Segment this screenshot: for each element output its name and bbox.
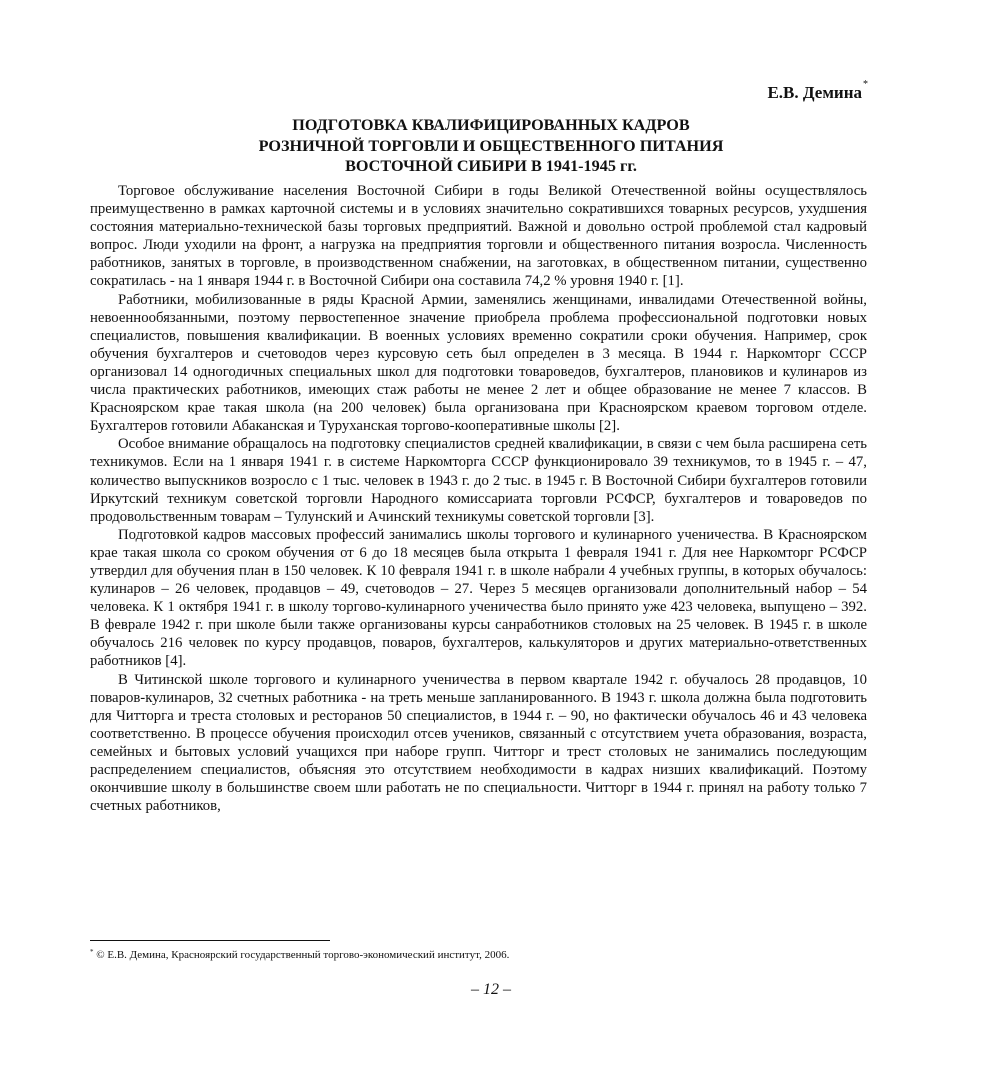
page-number: – 12 – [471,981,511,998]
paragraph-2: Работники, мобилизованные в ряды Красной Армии, заменялись женщинами, инвалидами Отечественной войны, невоеннообязанными, поэтому первостепенное значение приобрела проблема профессиональной подготовки новых специалистов, повышения квалификации. В военных условиях временно сократили сроки обучения. Например, срок обучения бухгалтеров и счетоводов через курсовую сеть был определен в 3 месяца. В 1944 г. Наркомторг СССР организовал 14 одногодичных специальных школ для подготовки товароведов, бухгалтеров, плановиков и кулинаров из числа практических работников, имеющих стаж работы не менее 2 лет и общее образование не менее 7 классов. В Красноярском крае такая школа (на 200 человек) была организована при Красноярском краевом торговом отделе. Бухгалтеров готовили Абаканская и Туруханская торгово-кооперативные школы [2]. [90,291,867,435]
author-name-text: Е.В. Демина [767,83,862,102]
author-footnote-mark: * [863,79,868,90]
footnote-mark: * [90,948,94,956]
title-line-3: ВОСТОЧНОЙ СИБИРИ В 1941-1945 гг. [345,157,637,175]
article-body [90,182,867,815]
paragraph-3: Особое внимание обращалось на подготовку специалистов средней квалификации, в связи с чем была расширена сеть техникумов. Если на 1 января 1941 г. в системе Наркомторга СССР функционировало 39 техникумов, то в 1945 г. – 47, количество выпускников возросло с 1 тыс. человек в 1943 г. до 2 тыс. в 1945 г. В Восточной Сибири бухгалтеров готовили Иркутский техникум советской торговли Народного комиссариата торговли РСФСР, бухгалтеров и товароведов по продовольственным товарам – Тулунский и Ачинский техникумы советской торговли [3]. [90,436,867,525]
footnote-text: © Е.В. Демина, Красноярский государственный торгово-экономический институт, 2006. [96,949,510,961]
footnote [90,948,867,962]
article-title [90,115,892,177]
footnote-divider [90,940,330,941]
paragraph-1: Торговое обслуживание населения Восточной Сибири в годы Великой Отечественной войны осуществлялось преимущественно в рамках карточной системы и в условиях значительно сократившихся товарных ресурсов, ухудшения состояния материально-технической базы торговых предприятий. Важной и довольно острой проблемой стал кадровый вопрос. Люди уходили на фронт, а нагрузка на предприятия торговли и общественного питания возросла. Численность работников, занятых в торговле, в производственном снабжении, на заготовках, в общественном питании, существенно сократилась - на 1 января 1944 г. в Восточной Сибири она составила 74,2 % уровня 1940 г. [1]. [90,183,867,290]
author-name [767,79,868,104]
paragraph-4: Подготовкой кадров массовых профессий занимались школы торгового и кулинарного ученичества. В Красноярском крае такая школа со сроком обучения от 6 до 18 месяцев была открыта 1 февраля 1941 г. Для нее Наркомторг РСФСР утвердил для обучения план в 150 человек. К 10 февраля 1941 г. в школе набрали 4 учебных группы, в которых обучалось: кулинаров – 26 человек, продавцов – 49, счетоводов – 27. Через 5 месяцев организовали дополнительный набор – 54 человека. К 1 октября 1941 г. в школу торгово-кулинарного ученичества было принято уже 423 человека, выпущено – 392. В феврале 1942 г. при школе были также организованы курсы санработников столовых на 25 человек. В 1945 г. в школе обучалось 216 человек по курсу продавцов, поваров, бухгалтеров, калькуляторов и других материально-ответственных работников [4]. [90,526,867,670]
paragraph-5: В Читинской школе торгового и кулинарного ученичества в первом квартале 1942 г. обучалось 28 продавцов, 10 поваров-кулинаров, 32 счетных работника - на треть меньше запланированного. В 1943 г. школа должна была подготовить для Читторга и треста столовых и ресторанов 50 специалистов, в 1944 г. – 90, но фактически обучалось 46 и 43 человека соответственно. В процессе обучения происходил отсев учеников, связанный с отсутствием учета образования, возраста, семейных и бытовых условий учащихся при наборе групп. Читторг и трест столовых не занимались последующим распределением специалистов, объясняя это отсутствием необходимости в кадрах низших квалификаций. Поэтому окончившие школу в большинстве своем шли работать не по специальности. Читторг в 1944 г. принял на работу только 7 счетных работников, [90,671,867,815]
title-line-2: РОЗНИЧНОЙ ТОРГОВЛИ И ОБЩЕСТВЕННОГО ПИТАНИЯ [258,136,724,155]
title-line-1: ПОДГОТОВКА КВАЛИФИЦИРОВАННЫХ КАДРОВ [292,116,690,134]
